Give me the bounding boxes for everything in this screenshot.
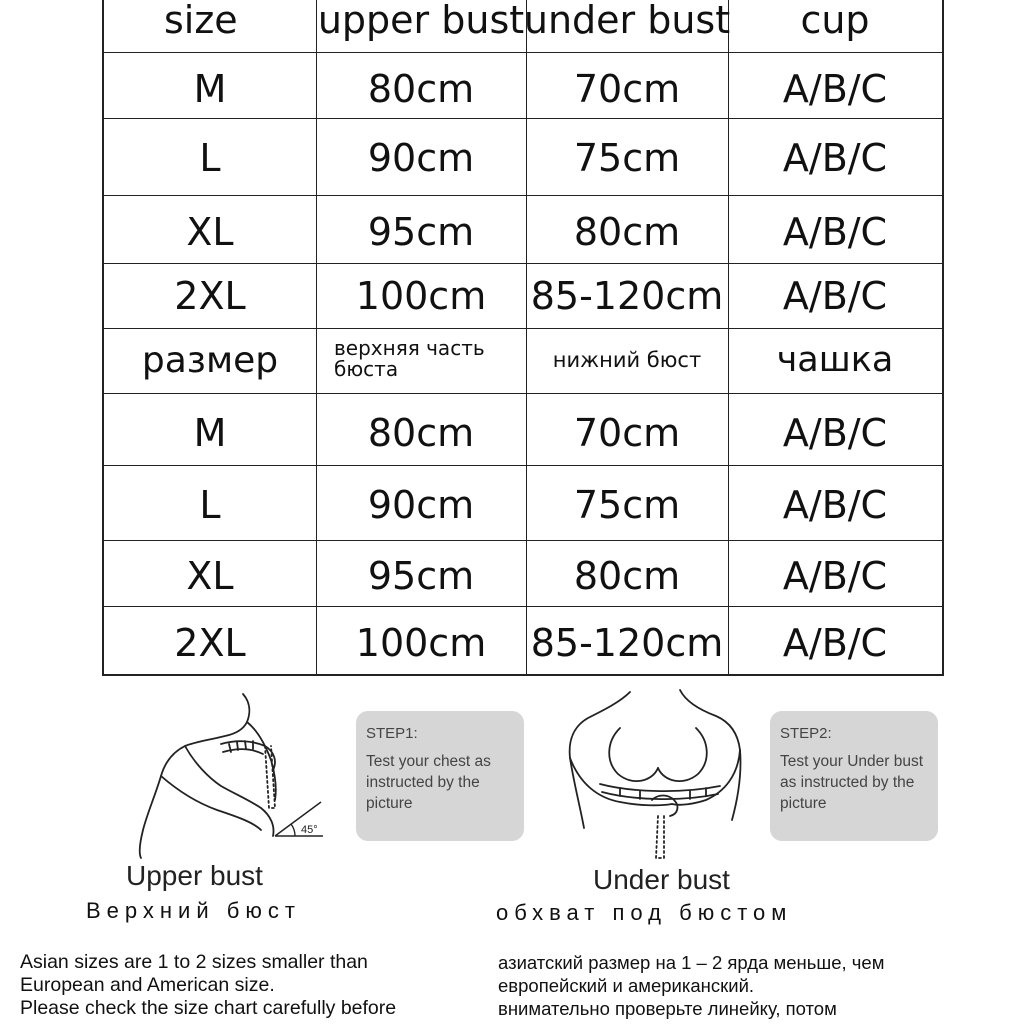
asian-size-note-en xyxy=(20,951,490,1020)
under-bust-measure-illustration xyxy=(560,688,770,863)
cell-under-bust: 80cm xyxy=(573,554,681,598)
cell-upper-bust: 95cm xyxy=(367,554,475,598)
cell-upper-bust: 100cm xyxy=(355,621,487,665)
cell-cup: A/B/C xyxy=(782,621,888,665)
cell-cup: A/B/C xyxy=(782,554,888,598)
angle-label: 45° xyxy=(301,824,318,836)
cell-under-bust: 75cm xyxy=(573,483,681,527)
table-row xyxy=(104,606,942,680)
cell-upper-bust: 80cm xyxy=(367,67,475,111)
note-ru-line: азиатский размер на 1 – 2 ярда меньше, чем xyxy=(498,952,885,973)
header-under-bust-ru: нижний бюст xyxy=(552,348,702,372)
cell-cup: A/B/C xyxy=(782,483,888,527)
step2-card xyxy=(770,711,938,841)
header-cup-ru: чашка xyxy=(776,340,894,380)
header-upper-bust-ru: верхняя часть бюста xyxy=(334,336,485,381)
under-bust-caption: Under bust xyxy=(593,864,730,895)
step2-text: Test your Under bust as instructed by the picture xyxy=(780,753,924,812)
cell-size: M xyxy=(193,67,227,111)
cell-upper-bust: 80cm xyxy=(367,411,475,455)
table-row xyxy=(104,52,942,126)
cell-size: 2XL xyxy=(174,273,246,318)
header-size-ru: размер xyxy=(141,339,279,381)
note-en-line: Please check the size chart carefully before xyxy=(20,997,397,1019)
table-row xyxy=(104,118,942,198)
header-upper-bust-ru-wrap xyxy=(316,328,526,393)
upper-bust-measure-illustration xyxy=(125,690,340,860)
note-ru-line: европейский и американский. xyxy=(498,975,755,996)
note-en-line: European and American size. xyxy=(20,974,275,996)
cell-size: XL xyxy=(186,554,234,598)
cell-under-bust: 70cm xyxy=(573,67,681,111)
cell-under-bust: 75cm xyxy=(573,136,681,180)
step2-title: STEP2: xyxy=(780,725,832,742)
cell-under-bust: 85-120cm xyxy=(530,621,724,665)
table-header-row-ru xyxy=(104,328,942,393)
header-upper-bust: upper bust xyxy=(317,0,525,42)
cell-size: M xyxy=(193,411,227,455)
header-under-bust: under bust xyxy=(523,0,731,42)
note-ru-line: внимательно проверьте линейку, потом xyxy=(498,998,837,1019)
upper-bust-caption-ru: Верхний бюст xyxy=(86,898,301,923)
cell-cup: A/B/C xyxy=(782,411,888,455)
step1-card xyxy=(356,711,524,841)
cell-size: 2XL xyxy=(174,621,246,665)
note-en-line: Asian sizes are 1 to 2 sizes smaller than xyxy=(20,951,368,973)
table-row xyxy=(104,540,942,612)
cell-size: L xyxy=(199,483,221,527)
table-row xyxy=(104,465,942,545)
asian-size-note-ru xyxy=(498,951,1018,1020)
header-cup: cup xyxy=(800,0,870,42)
cell-size: XL xyxy=(186,210,234,254)
step1-title: STEP1: xyxy=(366,725,418,742)
step1-text: Test your chest as instructed by the picture xyxy=(366,753,491,812)
cell-upper-bust: 100cm xyxy=(355,273,487,318)
cell-under-bust: 80cm xyxy=(573,210,681,254)
cell-upper-bust: 90cm xyxy=(367,136,475,180)
table-row xyxy=(104,393,942,473)
table-row xyxy=(104,195,942,269)
cell-upper-bust: 90cm xyxy=(367,483,475,527)
cell-cup: A/B/C xyxy=(782,210,888,254)
size-chart-table xyxy=(102,0,944,676)
cell-cup: A/B/C xyxy=(782,273,888,318)
cell-size: L xyxy=(199,136,221,180)
cell-upper-bust: 95cm xyxy=(367,210,475,254)
header-size: size xyxy=(164,0,238,42)
cell-cup: A/B/C xyxy=(782,136,888,180)
table-row xyxy=(104,263,942,328)
upper-bust-caption: Upper bust xyxy=(126,860,263,891)
under-bust-caption-ru: обхват под бюстом xyxy=(496,900,793,925)
cell-under-bust: 70cm xyxy=(573,411,681,455)
table-header-row xyxy=(104,0,942,40)
cell-under-bust: 85-120cm xyxy=(530,273,724,318)
cell-cup: A/B/C xyxy=(782,67,888,111)
